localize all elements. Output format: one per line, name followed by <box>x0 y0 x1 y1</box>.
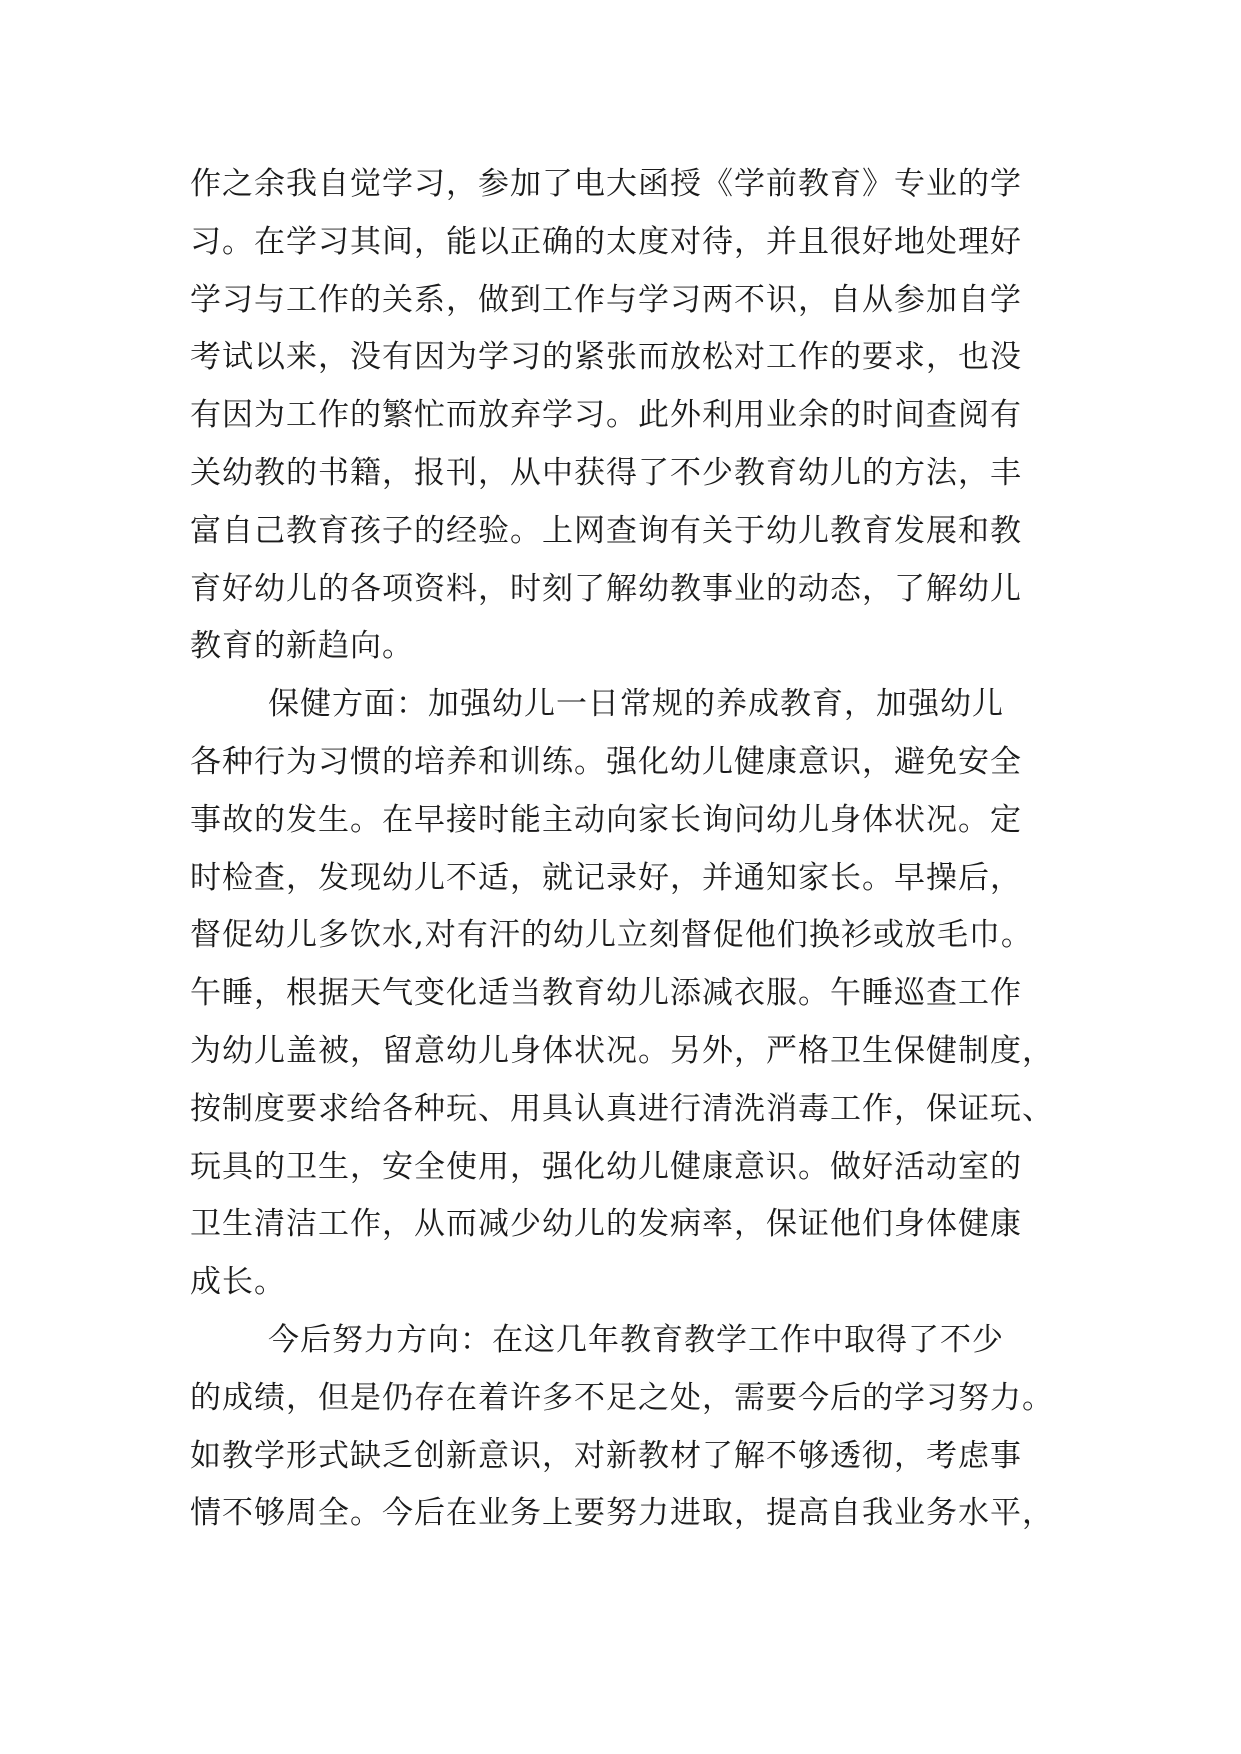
text-line: 各种行为习惯的培养和训练。强化幼儿健康意识，避免安全 <box>190 743 1022 780</box>
text-line: 时检查，发现幼儿不适，就记录好，并通知家长。早操后， <box>190 859 1022 896</box>
text-line: 有因为工作的繁忙而放弃学习。此外利用业余的时间查阅有 <box>190 397 1022 434</box>
text-line: 习。在学习其间，能以正确的太度对待，并且很好地处理好 <box>190 223 1022 260</box>
paragraph-first-line: 保健方面：加强幼儿一日常规的养成教育，加强幼儿 <box>268 686 1004 723</box>
text-line: 考试以来，没有因为学习的紧张而放松对工作的要求，也没 <box>190 339 1022 376</box>
text-line: 的成绩，但是仍存在着许多不足之处，需要今后的学习努力。 <box>190 1379 1054 1416</box>
text-line: 午睡，根据天气变化适当教育幼儿添减衣服。午睡巡查工作 <box>190 975 1022 1012</box>
text-line: 情不够周全。今后在业务上要努力进取，提高自我业务水平， <box>190 1495 1054 1532</box>
paragraph-first-line: 今后努力方向：在这几年教育教学工作中取得了不少 <box>268 1321 1004 1358</box>
text-line: 玩具的卫生，安全使用，强化幼儿健康意识。做好活动室的 <box>190 1148 1022 1185</box>
body-text <box>190 156 1060 1543</box>
text-line: 卫生清洁工作，从而减少幼儿的发病率，保证他们身体健康 <box>190 1206 1022 1243</box>
text-line: 作之余我自觉学习，参加了电大函授《学前教育》专业的学 <box>190 166 1022 202</box>
text-line: 育好幼儿的各项资料，时刻了解幼教事业的动态，了解幼儿 <box>190 570 1022 607</box>
text-line: 如教学形式缺乏创新意识，对新教材了解不够透彻，考虑事 <box>190 1437 1022 1474</box>
text-line: 按制度要求给各种玩、用具认真进行清洗消毒工作，保证玩、 <box>190 1090 1054 1127</box>
text-line: 学习与工作的关系，做到工作与学习两不识，自从参加自学 <box>190 281 1022 318</box>
text-line: 督促幼儿多饮水,对有汗的幼儿立刻督促他们换衫或放毛巾。 <box>190 917 1033 954</box>
text-line: 为幼儿盖被，留意幼儿身体状况。另外，严格卫生保健制度， <box>190 1032 1054 1069</box>
text-line: 成长。 <box>190 1264 286 1301</box>
text-line: 富自己教育孩子的经验。上网查询有关于幼儿教育发展和教 <box>190 512 1022 549</box>
text-line: 教育的新趋向。 <box>190 628 414 665</box>
text-line: 事故的发生。在早接时能主动向家长询问幼儿身体状况。定 <box>190 801 1022 838</box>
text-line: 关幼教的书籍，报刊，从中获得了不少教育幼儿的方法，丰 <box>190 454 1022 491</box>
